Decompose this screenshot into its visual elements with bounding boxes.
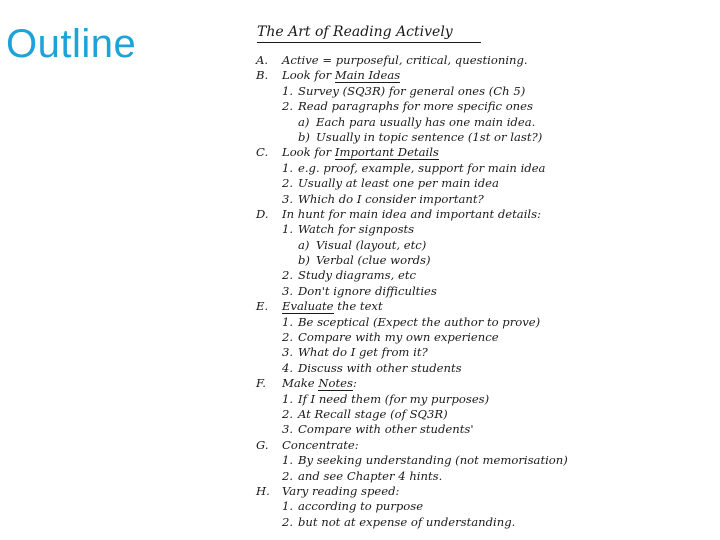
outline-line-text: Make Notes: (282, 376, 357, 391)
outline-line-text: Each para usually has one main idea. (316, 114, 536, 129)
outline-line-text: Verbal (clue words) (316, 253, 431, 268)
outline-line-label: 1. (282, 222, 294, 237)
outline-line-label: 3. (282, 191, 294, 206)
outline-line-label: b) (298, 129, 310, 144)
outline-line (250, 499, 630, 514)
outline-line-label: 3. (282, 283, 294, 298)
outline-line (250, 438, 630, 453)
outline-line (250, 361, 630, 376)
outline-line-text: What do I get from it? (298, 345, 428, 360)
outline-line-label: F. (256, 376, 266, 391)
outline-line-label: H. (256, 483, 270, 498)
outline-line-label: 2. (282, 268, 294, 283)
outline-line (250, 253, 630, 268)
outline-line-text: and see Chapter 4 hints. (298, 468, 443, 483)
outline-line-text: Don't ignore difficulties (298, 283, 437, 298)
outline-line-label: D. (256, 206, 269, 221)
outline-line (250, 376, 630, 391)
note-title-underline (257, 42, 481, 43)
outline-line-text: Concentrate: (282, 437, 359, 452)
outline-line-label: 2. (282, 330, 294, 345)
outline-line (250, 84, 630, 99)
outline-line-text: Evaluate the text (282, 299, 383, 314)
outline-line (250, 68, 630, 83)
outline-line-text: Study diagrams, etc (298, 268, 416, 283)
outline-line (250, 176, 630, 191)
outline-line-label: 1. (282, 160, 294, 175)
outline-line (250, 407, 630, 422)
outline-line (250, 330, 630, 345)
outline-line-text: Survey (SQ3R) for general ones (Ch 5) (298, 83, 526, 98)
outline-line (250, 392, 630, 407)
outline-line (250, 515, 630, 530)
outline-line-label: b) (298, 253, 310, 268)
outline-line (250, 268, 630, 283)
outline-line-label: G. (256, 437, 269, 452)
outline-line-label: B. (256, 68, 269, 83)
outline-line-label: 1. (282, 83, 294, 98)
outline-line-text: At Recall stage (of SQ3R) (298, 406, 448, 421)
outline-line (250, 115, 630, 130)
outline-line (250, 222, 630, 237)
outline-line-text: Watch for signposts (298, 222, 415, 237)
outline-line-label: a) (298, 114, 310, 129)
outline-line-text: Usually at least one per main idea (298, 176, 499, 191)
outline-line (250, 145, 630, 160)
outline-line-label: 1. (282, 391, 294, 406)
outline-line-text: Usually in topic sentence (1st or last?) (316, 129, 543, 144)
outline-line (250, 161, 630, 176)
outline-line-text: Read paragraphs for more specific ones (298, 99, 533, 114)
outline-line-text: but not at expense of understanding. (298, 514, 516, 529)
outline-line (250, 207, 630, 222)
outline-line-text: according to purpose (298, 499, 424, 514)
outline-line-label: 2. (282, 468, 294, 483)
outline-line-text: Look for Important Details (282, 145, 439, 160)
outline-line-text: Compare with other students' (298, 422, 474, 437)
outline-line-label: 1. (282, 453, 294, 468)
outline-line (250, 453, 630, 468)
outline-line-label: 1. (282, 314, 294, 329)
note-title: The Art of Reading Actively (257, 24, 453, 40)
outline-line-text: e.g. proof, example, support for main idea (298, 160, 546, 175)
outline-line (250, 99, 630, 114)
outline-line-label: 2. (282, 99, 294, 114)
outline-line-label: C. (256, 145, 269, 160)
outline-line-text: Vary reading speed: (282, 483, 400, 498)
outline-line (250, 53, 630, 68)
outline-line (250, 192, 630, 207)
outline-line (250, 469, 630, 484)
outline-line-text: Which do I consider important? (298, 191, 484, 206)
outline-line-label: E. (256, 299, 269, 314)
outline-line-text: Look for Main Ideas (282, 68, 401, 83)
outline-line-text: Compare with my own experience (298, 330, 499, 345)
outline-line-label: 2. (282, 176, 294, 191)
slide-title: Outline (6, 22, 137, 66)
note-outline-list (250, 53, 630, 530)
outline-line-text: Visual (layout, etc) (316, 237, 427, 252)
outline-line-label: 4. (282, 360, 294, 375)
handwritten-note (250, 14, 630, 529)
outline-line-label: a) (298, 237, 310, 252)
outline-line-text: If I need them (for my purposes) (298, 391, 490, 406)
outline-line-label: 1. (282, 499, 294, 514)
outline-line (250, 238, 630, 253)
outline-line-label: 2. (282, 406, 294, 421)
outline-line (250, 299, 630, 314)
outline-line (250, 484, 630, 499)
outline-line (250, 130, 630, 145)
outline-line (250, 315, 630, 330)
outline-line-text: Discuss with other students (298, 360, 462, 375)
outline-line-label: A. (256, 53, 269, 67)
outline-line-label: 2. (282, 514, 294, 529)
outline-line-label: 3. (282, 345, 294, 360)
outline-line-text: Active = purposeful, critical, questioning. (282, 53, 528, 67)
outline-line-label: 3. (282, 422, 294, 437)
outline-line-text: Be sceptical (Expect the author to prove) (298, 314, 541, 329)
outline-line (250, 345, 630, 360)
outline-line (250, 422, 630, 437)
outline-line-text: By seeking understanding (not memorisation) (298, 453, 568, 468)
outline-line (250, 284, 630, 299)
outline-line-text: In hunt for main idea and important details: (282, 206, 541, 221)
